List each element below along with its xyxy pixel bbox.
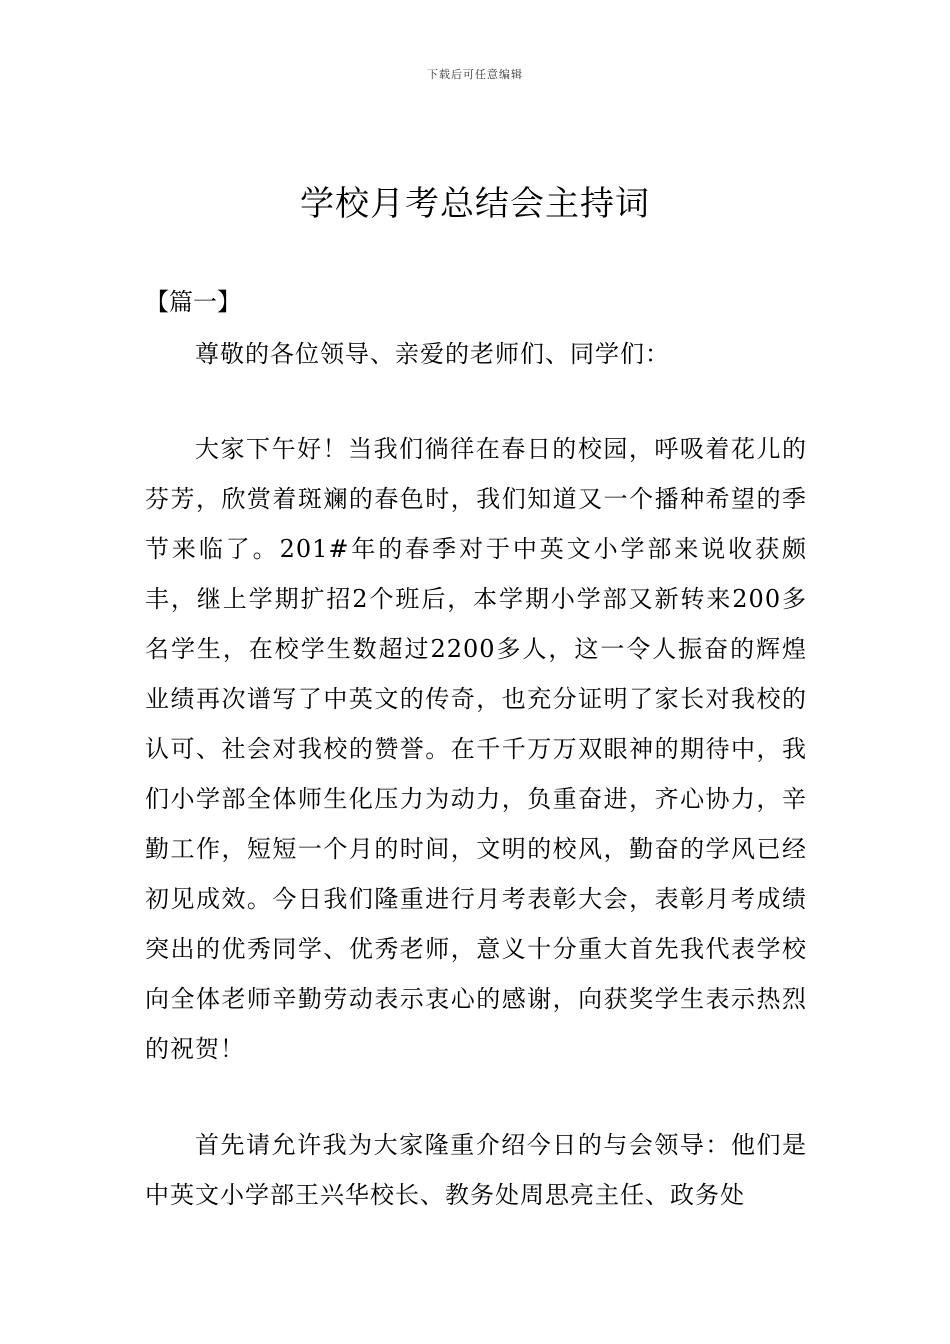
body-paragraph: 大家下午好！当我们徜徉在春日的校园，呼吸着花儿的芬芳，欣赏着斑斓的春色时，我们知道又一个播种希望的季节来临了。201#年的春季对于中英文小学部来说收获颇丰，继上学期扩招2个班后，本学期小学部又新转来200多名学生，在校学生数超过2200多人，这一令人振奋的辉煌业绩再次谱写了中英文的传奇，也充分证明了家长对我校的认可、社会对我校的赞誉。在千千万万双眼神的期待中，我们小学部全体师生化压力为动力，负重奋进，齐心协力，辛勤工作，短短一个月的时间，文明的校风，勤奋的学风已经初见成效。今日我们隆重进行月考表彰大会，表彰月考成绩突出的优秀同学、优秀老师，意义十分重大首先我代表学校向全体老师辛勤劳动表示衷心的感谢，向获奖学生表示热烈的祝贺！ — [145, 435, 807, 1063]
header-note: 下载后可任意编辑 — [427, 68, 523, 81]
section-label: 【篇一】 — [145, 288, 241, 316]
body-paragraph: 首先请允许我为大家隆重介绍今日的与会领导：他们是中英文小学部王兴华校长、教务处周思亮主任、政务处 — [145, 1131, 807, 1209]
salutation: 尊敬的各位领导、亲爱的老师们、同学们： — [195, 340, 670, 368]
document-title: 学校月考总结会主持词 — [300, 184, 650, 224]
